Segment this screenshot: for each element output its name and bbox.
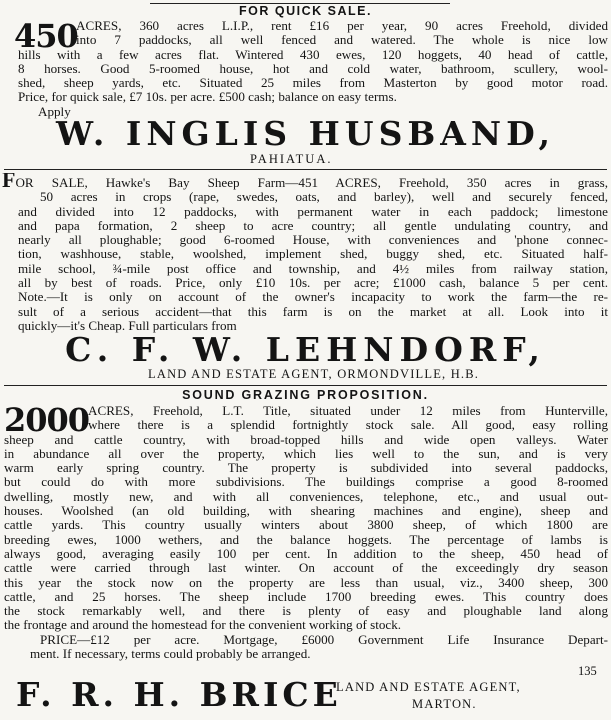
ad2-line: all by best of roads. Price, only £10 10s. per acre; £1000 cash, balance 5 per cent. [18,276,608,291]
ad2-agent-detail: LAND AND ESTATE AGENT, ORMONDVILLE, H.B. [148,367,480,381]
ad3-heading: SOUND GRAZING PROPOSITION. [182,388,429,402]
ad3-line: ACRES, Freehold, L.T. Title, situated under 12 miles from Hunterville, [88,404,608,418]
ad2-agent-name: C. F. W. LEHNDORF, [65,330,546,369]
ad2-line: 50 acres in crops (rape, swedes, oats, and barley), well and securely fenced, [40,190,608,205]
ad1-agent-name: W. INGLIS HUSBAND, [55,114,556,153]
ad2-line [2,173,608,190]
ad3-line: breeding ewes, 1000 wethers, and the balance hoggets. The percentage of lambs is [4,532,608,547]
ad2-line: tion, washhouse, stable, woolshed, implement shed, buggy shed, etc. Situated half- [18,247,608,262]
ad1-acreage-number: 450 [14,17,78,55]
ad3-body [0,401,608,662]
ad3-line: cattle were carried through last winter. On account of the exceedingly dry season [4,561,608,576]
ad3-line: PRICE—£12 per acre. Mortgage, £6000 Government Life Insurance Depart- [40,632,608,647]
ad1-line: into 7 paddocks, all well fenced and watered. The whole is nice low [76,33,608,48]
ad3-line: warm early spring country. The property is subdivided into several paddocks, [4,461,608,476]
ad2-line: mile school, ¾-mile post office and township, and 4½ miles from railway station, [18,261,608,276]
ad3-line: ment. If necessary, terms could probably be arranged. [30,647,311,662]
ad1-line: Apply [38,104,71,119]
ad3-line: in abundance all over the property, which lies well to the sun, and is very [4,446,608,461]
ad3-line: where there is a splendid fortnightly stock sale. All good, easy rolling [88,418,608,433]
ad1-line: shed, sheep yards, etc. Situated 25 miles from Masterton by good motor road. [18,76,608,91]
ad2-body [0,173,608,333]
ad3-line: but could do with more subdivisions. The buildings comprise a good 8-roomed [4,475,608,490]
ad1-line: ACRES, 360 acres L.I.P., rent £16 per year, 90 acres Freehold, divided [76,19,608,33]
ad1-agent-town: PAHIATUA. [250,152,333,166]
ad3-line: cattle yards. This country usually winters about 3800 sheep, of which 1800 are [4,518,608,533]
ad2-line: sult of a serious accident—that this farm is on the market at all. Look into it [18,304,608,319]
ad2-dropcap: F [2,173,16,191]
ad3-ref-number: 135 [578,664,597,678]
ad3-line: the frontage and around the homestead for the convenient working of stock. [4,618,402,633]
ad2-line: and divided into 12 paddocks, with permanent water in each paddock; limestone [18,204,608,219]
ad1-heading: FOR QUICK SALE. [239,4,372,18]
ad3-line: dwelling, mostly new, and with all conveniences, telephone, etc., and usual out- [4,489,608,504]
ad2-line: Note.—It is only on account of the owner's incapacity to work the farm—the re- [18,290,608,305]
ad3-agent-detail: LAND AND ESTATE AGENT, [336,680,521,694]
divider-rule [4,169,607,170]
ad1-line: hills with a few acres flat. Wintered 430 ewes, 120 hoggets, 40 head of cattle, [18,47,608,62]
ad3-agent-town: MARTON. [412,697,477,711]
ad3-line: houses. Woolshed (an old building, with shearing machines and engine), sheep and [4,504,608,519]
ad3-line: cattle, and 25 horses. The sheep include 1700 breeding ewes. This country does [4,589,608,604]
ad1-body [0,19,608,119]
divider-rule [4,385,607,386]
ad2-line: and papa formation, 2 sheep to acre country; all gentle undulating country, and [18,218,608,233]
ad2-line-text: OR SALE, Hawke's Bay Sheep Farm—451 ACRES, Freehold, 350 acres in grass, [15,175,608,190]
ad3-line: always good, averaging easily 100 per cent. In addition to the sheep, 450 head of [4,546,608,561]
ad1-line: 8 horses. Good 5-roomed house, hot and cold water, bathroom, scullery, wool- [18,61,608,76]
ad3-agent-name: F. R. H. BRICE [16,675,342,714]
ad1-line: Price, for quick sale, £7 10s. per acre. £500 cash; balance on easy terms. [18,90,397,105]
ad2-line: quickly—it's Cheap. Full particulars from [18,318,237,333]
ad3-line: this year the stock now on the property are less than usual, viz., 3400 sheep, 300 [4,575,608,590]
ad3-line: sheep and cattle country, with broad-topped hills and wide open valleys. Water [4,432,608,447]
ad3-acreage-number: 2000 [4,401,90,439]
ad2-line: nearly all ploughable; good 6-roomed House, with conveniences and 'phone connec- [18,233,608,248]
ad3-line: the stock remarkably well, and there is plenty of easy and ploughable land along [4,604,608,619]
